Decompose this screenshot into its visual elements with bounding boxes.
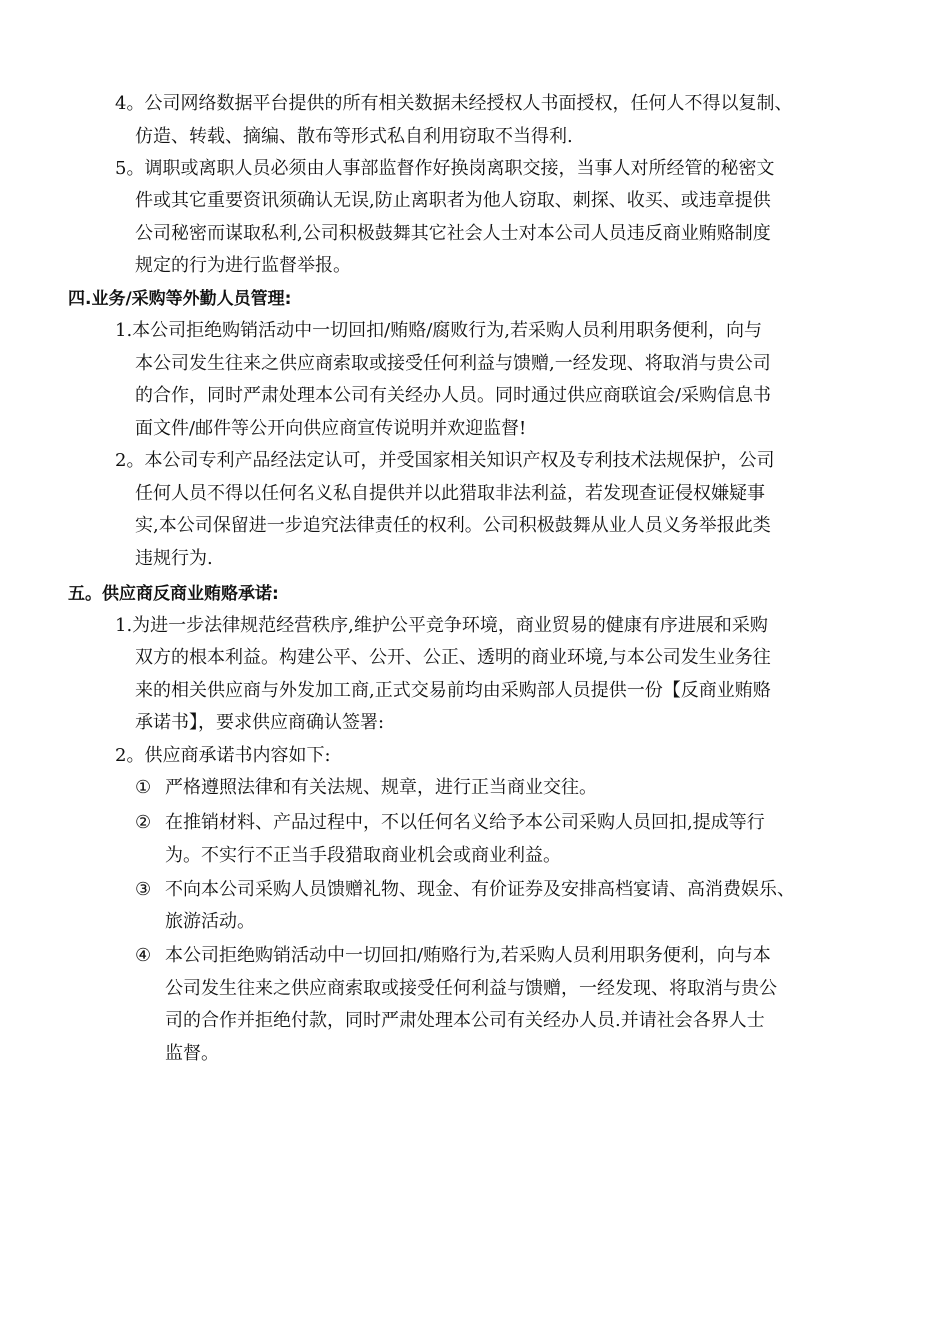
commitment-2-marker: ② <box>135 812 152 833</box>
clause-4-line-2: 仿造、转载、摘编、散布等形式私自利用窃取不当得利. <box>135 126 573 147</box>
section-4-heading: 四.业务/采购等外勤人员管理: <box>68 289 292 309</box>
section-4-p2-line-1: 2。本公司专利产品经法定认可，并受国家相关知识产权及专利技术法规保护，公司 <box>115 450 775 471</box>
commitment-3-line-2: 旅游活动。 <box>165 911 255 932</box>
clause-4-line-1: 4。公司网络数据平台提供的所有相关数据未经授权人书面授权，任何人不得以复制、 <box>115 93 793 114</box>
clause-5-line-3: 公司秘密而谋取私利,公司积极鼓舞其它社会人士对本公司人员违反商业贿赂制度 <box>135 223 771 244</box>
commitment-4-marker: ④ <box>135 945 152 966</box>
section-4-p1-line-2: 本公司发生往来之供应商索取或接受任何利益与馈赠,一经发现、将取消与贵公司 <box>135 353 771 374</box>
section-5-p1-line-4: 承诺书】，要求供应商确认签署: <box>135 712 385 733</box>
commitment-4-line-3: 司的合作并拒绝付款，同时严肃处理本公司有关经办人员.并请社会各界人士 <box>165 1010 765 1031</box>
commitment-3-line-1: 不向本公司采购人员馈赠礼物、现金、有价证券及安排高档宴请、高消费娱乐、 <box>165 879 795 900</box>
commitment-4-line-2: 公司发生往来之供应商索取或接受任何利益与馈赠，一经发现、将取消与贵公 <box>165 978 777 999</box>
section-4-p1-line-4: 面文件/邮件等公开向供应商宣传说明并欢迎监督! <box>135 418 527 439</box>
clause-5-line-4: 规定的行为进行监督举报。 <box>135 255 351 276</box>
commitment-4-line-1: 本公司拒绝购销活动中一切回扣/贿赂行为,若采购人员利用职务便利，向与本 <box>165 945 771 966</box>
section-5-p2-line-1: 2。供应商承诺书内容如下: <box>115 745 331 766</box>
commitment-1-line-1: 严格遵照法律和有关法规、规章，进行正当商业交往。 <box>165 777 597 798</box>
section-4-p2-line-2: 任何人员不得以任何名义私自提供并以此猎取非法利益，若发现查证侵权嫌疑事 <box>135 483 765 504</box>
clause-5-line-1: 5。调职或离职人员必须由人事部监督作好换岗离职交接，当事人对所经管的秘密文 <box>115 158 775 179</box>
section-5-heading: 五。供应商反商业贿赂承诺: <box>68 584 279 604</box>
section-5-p1-line-2: 双方的根本利益。构建公平、公开、公正、透明的商业环境,与本公司发生业务往 <box>135 647 771 668</box>
clause-5-line-2: 件或其它重要资讯须确认无误,防止离职者为他人窃取、刺探、收买、或违章提供 <box>135 190 771 211</box>
section-4-p2-line-4: 违规行为. <box>135 548 213 569</box>
section-4-p2-line-3: 实,本公司保留进一步追究法律责任的权利。公司积极鼓舞从业人员义务举报此类 <box>135 515 771 536</box>
commitment-2-line-1: 在推销材料、产品过程中，不以任何名义给予本公司采购人员回扣,提成等行 <box>165 812 765 833</box>
commitment-4-line-4: 监督。 <box>165 1043 219 1064</box>
section-5-p1-line-3: 来的相关供应商与外发加工商,正式交易前均由采购部人员提供一份【反商业贿赂 <box>135 680 771 701</box>
section-5-p1-line-1: 1.为进一步法律规范经营秩序,维护公平竞争环境，商业贸易的健康有序进展和采购 <box>115 615 768 636</box>
section-4-p1-line-3: 的合作，同时严肃处理本公司有关经办人员。同时通过供应商联谊会/采购信息书 <box>135 385 772 406</box>
section-4-p1-line-1: 1.本公司拒绝购销活动中一切回扣/贿赂/腐败行为,若采购人员利用职务便利，向与 <box>115 320 763 341</box>
commitment-2-line-2: 为。不实行不正当手段猎取商业机会或商业利益。 <box>165 845 561 866</box>
commitment-3-marker: ③ <box>135 879 152 900</box>
commitment-1-marker: ① <box>135 777 152 798</box>
